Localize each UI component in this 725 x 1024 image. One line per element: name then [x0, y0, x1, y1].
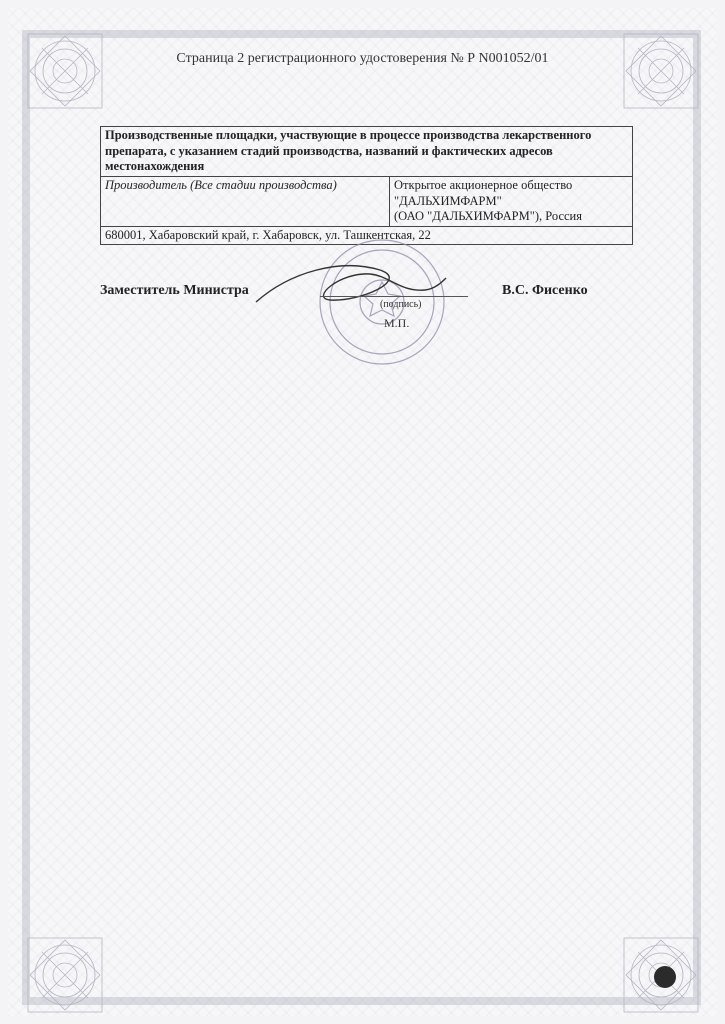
- seal-caption: М.П.: [384, 316, 410, 330]
- company-line: "ДАЛЬХИМФАРМ": [394, 193, 502, 208]
- corner-rosette-bottom-left: [22, 932, 108, 1018]
- signatory-position: Заместитель Министра: [100, 283, 249, 298]
- table-header-row: [101, 127, 633, 177]
- signatory-name: В.С. Фисенко: [502, 283, 588, 298]
- manufacturer-address: 680001, Хабаровский край, г. Хабаровск, ул. Ташкентская, 22: [101, 226, 633, 245]
- company-line: Открытое акционерное общество: [394, 177, 573, 192]
- manufacturer-role: Производитель (Все стадии производства): [101, 176, 390, 226]
- company-line: (ОАО "ДАЛЬХИМФАРМ"), Россия: [394, 209, 582, 224]
- corner-rosette-top-left: [22, 28, 108, 114]
- table-heading: Производственные площадки, участвующие в процессе производства лекарственного препарата, с указанием стадий производства, названий и фактических адресов местонахождения: [101, 127, 633, 177]
- page-header: Страница 2 регистрационного удостоверения № Р N001052/01: [176, 51, 549, 66]
- production-sites-table: [100, 126, 633, 245]
- punch-hole: [654, 966, 676, 988]
- table-row: [101, 176, 633, 226]
- manufacturer-company: [390, 176, 633, 226]
- signature-caption: (подпись): [380, 299, 422, 310]
- corner-rosette-top-right: [618, 28, 704, 114]
- signature-line: [320, 296, 468, 297]
